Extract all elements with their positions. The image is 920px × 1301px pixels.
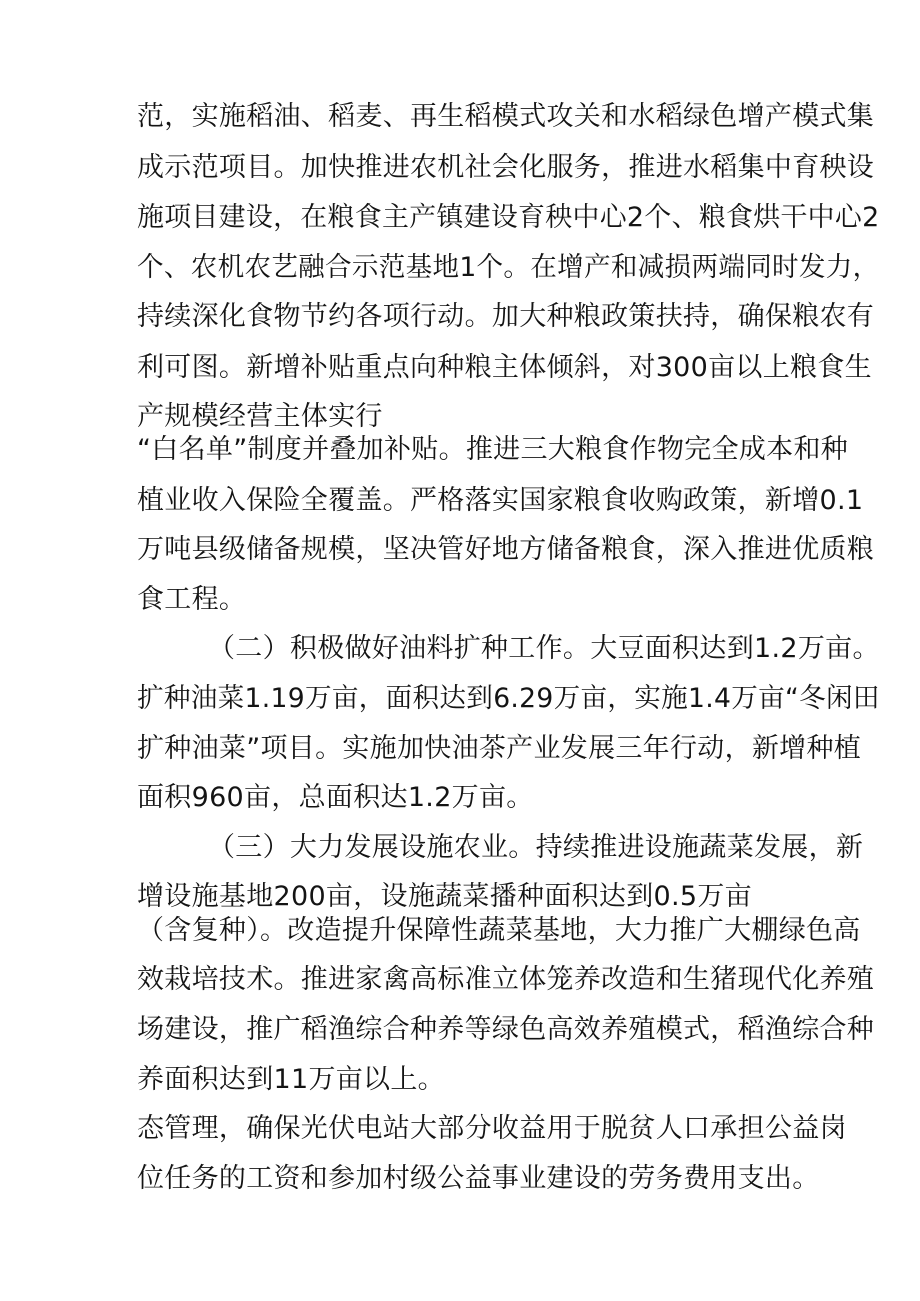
- section-heading-2: （二）积极做好油料扩种工作。大豆面积达到1.2万亩。: [208, 633, 880, 664]
- text-line: 食工程。: [137, 584, 247, 615]
- text-line: 扩种油菜1.19万亩，面积达到6.29万亩，实施1.4万亩“冬闲田: [137, 683, 880, 714]
- text-line: 施项目建设，在粮食主产镇建设育秧中心2个、粮食烘干中心2: [137, 202, 880, 233]
- text-line: 产规模经营主体实行: [137, 401, 383, 432]
- text-line: 场建设，推广稻渔综合种养等绿色高效养殖模式，稻渔综合种: [137, 1014, 875, 1045]
- text-line: “白名单”制度并叠加补贴。推进三大粮食作物完全成本和种: [137, 434, 849, 465]
- text-line: 位任务的工资和参加村级公益事业建设的劳务费用支出。: [137, 1163, 820, 1194]
- section-heading-3: （三）大力发展设施农业。持续推进设施蔬菜发展，新: [208, 832, 864, 863]
- text-line: （含复种）。改造提升保障性蔬菜基地，大力推广大棚绿色高: [137, 915, 861, 946]
- text-line: 扩种油菜”项目。实施加快油茶产业发展三年行动，新增种植: [137, 733, 862, 764]
- text-line: 成示范项目。加快推进农机社会化服务，推进水稻集中育秧设: [137, 152, 875, 183]
- text-line: 范，实施稻油、稻麦、再生稻模式攻关和水稻绿色增产模式集: [137, 101, 875, 132]
- text-line: 个、农机农艺融合示范基地1个。在增产和减损两端同时发力，: [137, 252, 880, 283]
- text-line: 万吨县级储备规模，坚决管好地方储备粮食，深入推进优质粮: [137, 534, 875, 565]
- text-line: 态管理，确保光伏电站大部分收益用于脱贫人口承担公益岗: [137, 1113, 847, 1144]
- text-line: 持续深化食物节约各项行动。加大种粮政策扶持，确保粮农有: [137, 301, 875, 332]
- text-line: 增设施基地200亩，设施蔬菜播种面积达到0.5万亩: [137, 881, 752, 912]
- text-line: 植业收入保险全覆盖。严格落实国家粮食收购政策，新增0.1: [137, 485, 864, 516]
- text-line: 面积960亩，总面积达1.2万亩。: [137, 782, 534, 813]
- text-line: 效栽培技术。推进家禽高标准立体笼养改造和生猪现代化养殖: [137, 964, 875, 995]
- text-line: 养面积达到11万亩以上。: [137, 1064, 445, 1095]
- text-line: 利可图。新增补贴重点向种粮主体倾斜，对300亩以上粮食生: [137, 352, 872, 383]
